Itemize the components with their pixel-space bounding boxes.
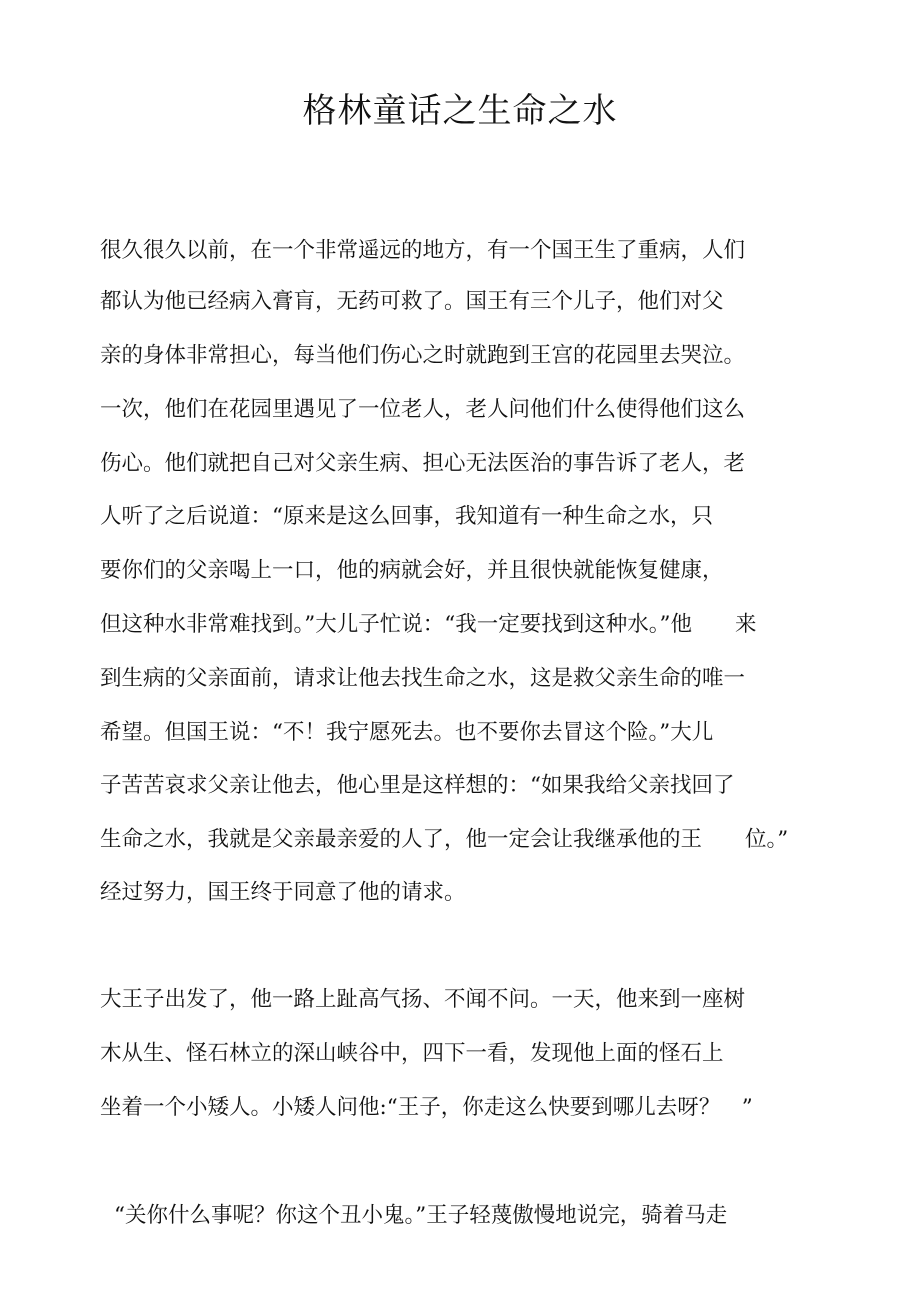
paragraph-1-line-12: 生命之水，我就是父亲最亲爱的人了，他一定会让我继承他的王 位。” — [100, 827, 789, 852]
paragraph-2-line-1: 大王子出发了，他一路上趾高气扬、不闻不问。一天，他来到一座树 — [100, 987, 746, 1012]
paragraph-1-line-13: 经过努力，国王终于同意了他的请求。 — [100, 880, 466, 905]
paragraph-2-line-2: 木从生、怪石林立的深山峡谷中，四下一看，发现他上面的怪石上 — [100, 1041, 724, 1066]
paragraph-1-line-10: 希望。但国王说：“不！我宁愿死去。也不要你去冒这个险。”大儿 — [100, 720, 714, 745]
paragraph-2-line-3: 坐着一个小矮人。小矮人问他:“王子，你走这么快要到哪儿去呀？ ” — [100, 1095, 753, 1120]
paragraph-1-line-2: 都认为他已经病入膏肓，无药可救了。国王有三个儿子，他们对父 — [100, 289, 724, 314]
paragraph-1-line-6: 人听了之后说道：“原来是这么回事，我知道有一种生命之水，只 — [100, 504, 713, 529]
paragraph-3-line-1: “关你什么事呢？你这个丑小鬼。”王子轻蔑傲慢地说完，骑着马走 — [114, 1203, 728, 1228]
paragraph-1-line-9: 到生病的父亲面前，请求让他去找生命之水，这是救父亲生命的唯一 — [100, 666, 746, 691]
paragraph-1-line-5: 伤心。他们就把自己对父亲生病、担心无法医治的事告诉了老人，老 — [100, 451, 746, 476]
paragraph-1-line-4: 一次，他们在花园里遇见了一位老人，老人问他们什么使得他们这么 — [100, 397, 746, 422]
paragraph-1-line-7: 要你们的父亲喝上一口，他的病就会好，并且很快就能恢复健康， — [100, 558, 724, 583]
paragraph-1-line-11: 子苦苦哀求父亲让他去，他心里是这样想的：“如果我给父亲找回了 — [100, 773, 735, 798]
paragraph-1-line-1: 很久很久以前，在一个非常遥远的地方，有一个国王生了重病，人们 — [100, 238, 746, 263]
document-title: 格林童话之生命之水 — [302, 91, 618, 131]
paragraph-1-line-3: 亲的身体非常担心，每当他们伤心之时就跑到王宫的花园里去哭泣。 — [100, 343, 746, 368]
paragraph-1-line-8: 但这种水非常难找到。”大儿子忙说：“我一定要找到这种水。”他 来 — [100, 612, 757, 637]
